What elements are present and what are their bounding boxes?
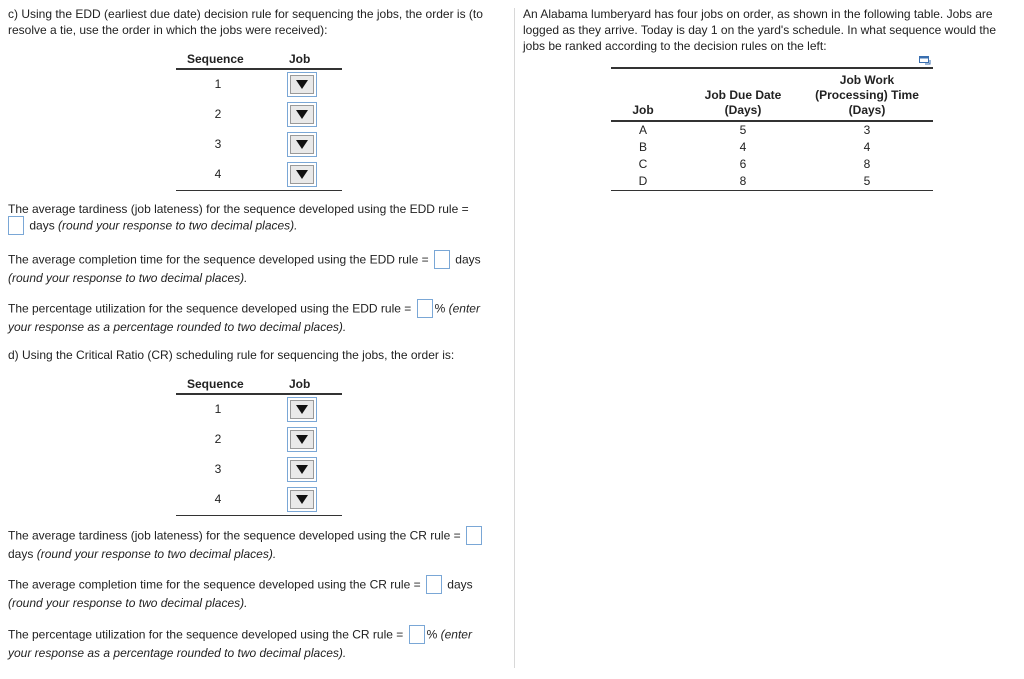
table-bottom-rule <box>176 190 342 191</box>
table-row <box>176 395 342 425</box>
table-row <box>176 485 342 515</box>
table-row <box>176 70 342 100</box>
sequence-number: 4 <box>214 492 222 506</box>
intro-line3: jobs be ranked according to the decision rules on the left: <box>523 39 827 53</box>
dropdown-arrow-icon <box>296 140 308 149</box>
intro-line1: An Alabama lumberyard has four jobs on order, as shown in the following table. Jobs are <box>523 7 993 21</box>
cr-completion-unit: days <box>447 577 473 592</box>
col-job-header: Job <box>289 52 311 66</box>
table-row <box>176 100 342 130</box>
sequence-number: 1 <box>214 402 222 416</box>
intro-line2: logged as they arrive. Today is day 1 on the yard's schedule. In what sequence would the <box>523 23 997 37</box>
edd-job-select-3[interactable] <box>287 132 317 157</box>
table-row <box>176 160 342 190</box>
col-work-header-line3: (Days) <box>848 103 886 117</box>
col-job-header: Job <box>632 103 654 117</box>
sequence-number: 1 <box>214 77 222 91</box>
job-cell: D <box>638 174 648 188</box>
edd-utilization-input[interactable] <box>417 299 433 318</box>
cr-job-select-1[interactable] <box>287 397 317 422</box>
copy-table-icon[interactable] <box>919 56 931 66</box>
cr-tardiness-input[interactable] <box>466 526 482 545</box>
work-time-cell: 4 <box>863 140 871 154</box>
cr-utilization-note: (enter <box>440 627 472 642</box>
cr-tardiness-note: (round your response to two decimal places). <box>36 547 277 561</box>
edd-sequence-table <box>176 52 342 191</box>
part-c-heading-line2: resolve a tie, use the order in which the jobs were received): <box>8 23 328 37</box>
cr-tardiness-line2 <box>8 546 276 562</box>
work-time-cell: 8 <box>863 157 871 171</box>
dropdown-arrow-icon <box>296 80 308 89</box>
sequence-number: 3 <box>214 137 222 151</box>
table-row <box>611 173 933 190</box>
sequence-number: 2 <box>214 107 222 121</box>
edd-utilization-unit: % <box>434 301 446 316</box>
col-job-header: Job <box>289 377 311 391</box>
dropdown-arrow-icon <box>296 405 308 414</box>
table-row <box>176 455 342 485</box>
sequence-number: 3 <box>214 462 222 476</box>
dropdown-arrow-icon <box>296 170 308 179</box>
cr-job-select-3[interactable] <box>287 457 317 482</box>
cr-completion-note: (round your response to two decimal places). <box>8 596 248 610</box>
edd-completion-input[interactable] <box>434 250 450 269</box>
cr-completion-input[interactable] <box>426 575 442 594</box>
col-work-header-line1: Job Work <box>839 73 895 87</box>
cr-job-select-2[interactable] <box>287 427 317 452</box>
edd-job-select-2[interactable] <box>287 102 317 127</box>
cr-utilization-unit: % <box>426 627 438 642</box>
job-cell: B <box>638 140 647 154</box>
edd-utilization-text: The percentage utilization for the sequence developed using the EDD rule = <box>8 301 412 316</box>
right-panel <box>521 0 1024 679</box>
due-date-cell: 5 <box>739 123 747 137</box>
part-c-heading-line1: c) Using the EDD (earliest due date) decision rule for sequencing the jobs, the order is (to <box>8 7 483 21</box>
dropdown-arrow-icon <box>296 495 308 504</box>
dropdown-arrow-icon <box>296 435 308 444</box>
table-row <box>611 122 933 139</box>
jobs-table-header <box>611 69 933 120</box>
edd-tardiness-text: The average tardiness (job lateness) for the sequence developed using the EDD rule = <box>8 202 469 216</box>
col-sequence-header: Sequence <box>187 377 244 391</box>
part-d-heading: d) Using the Critical Ratio (CR) scheduling rule for sequencing the jobs, the order is: <box>8 348 455 362</box>
edd-tardiness-input[interactable] <box>8 216 24 235</box>
cr-sequence-table <box>176 377 342 516</box>
col-work-header-line2: (Processing) Time <box>815 88 919 102</box>
dropdown-arrow-icon <box>296 465 308 474</box>
job-cell: A <box>638 123 647 137</box>
cr-utilization-note2: your response as a percentage rounded to two decimal places). <box>8 646 347 660</box>
work-time-cell: 5 <box>863 174 871 188</box>
table-bottom-rule <box>611 190 933 191</box>
edd-utilization-note2: your response as a percentage rounded to two decimal places). <box>8 320 347 334</box>
dropdown-arrow-icon <box>296 110 308 119</box>
table-row <box>611 156 933 173</box>
edd-tardiness-line2 <box>8 217 298 236</box>
cr-utilization-input[interactable] <box>409 625 425 644</box>
cr-completion-text: The average completion time for the sequence developed using the CR rule = <box>8 577 421 592</box>
edd-completion-note: (round your response to two decimal places). <box>8 271 248 285</box>
edd-utilization-line <box>8 300 480 319</box>
due-date-cell: 4 <box>739 140 747 154</box>
table-bottom-rule <box>176 515 342 516</box>
cr-tardiness-line <box>8 527 484 546</box>
sequence-number: 2 <box>214 432 222 446</box>
edd-job-select-1[interactable] <box>287 72 317 97</box>
edd-completion-line <box>8 251 481 270</box>
edd-job-select-4[interactable] <box>287 162 317 187</box>
edd-completion-text: The average completion time for the sequence developed using the EDD rule = <box>8 252 429 267</box>
jobs-table <box>611 67 933 191</box>
cr-job-select-4[interactable] <box>287 487 317 512</box>
cr-tardiness-text: The average tardiness (job lateness) for the sequence developed using the CR rule = <box>8 528 461 543</box>
due-date-cell: 8 <box>739 174 747 188</box>
edd-tardiness-unit: days <box>29 218 55 233</box>
table-row <box>611 139 933 156</box>
cr-completion-line <box>8 576 473 595</box>
col-due-date-header-line2: (Days) <box>724 103 762 117</box>
work-time-cell: 3 <box>863 123 871 137</box>
edd-utilization-note: (enter <box>448 301 480 316</box>
cr-utilization-text: The percentage utilization for the sequence developed using the CR rule = <box>8 627 404 642</box>
col-due-date-header-line1: Job Due Date <box>704 88 782 102</box>
sequence-number: 4 <box>214 167 222 181</box>
panel-divider <box>514 8 515 668</box>
col-sequence-header: Sequence <box>187 52 244 66</box>
due-date-cell: 6 <box>739 157 747 171</box>
table-row <box>176 425 342 455</box>
edd-tardiness-note: (round your response to two decimal places). <box>58 218 298 233</box>
job-cell: C <box>638 157 648 171</box>
cr-utilization-line <box>8 626 472 645</box>
table-row <box>176 130 342 160</box>
cr-tardiness-unit: days <box>8 547 34 561</box>
edd-completion-unit: days <box>455 252 481 267</box>
